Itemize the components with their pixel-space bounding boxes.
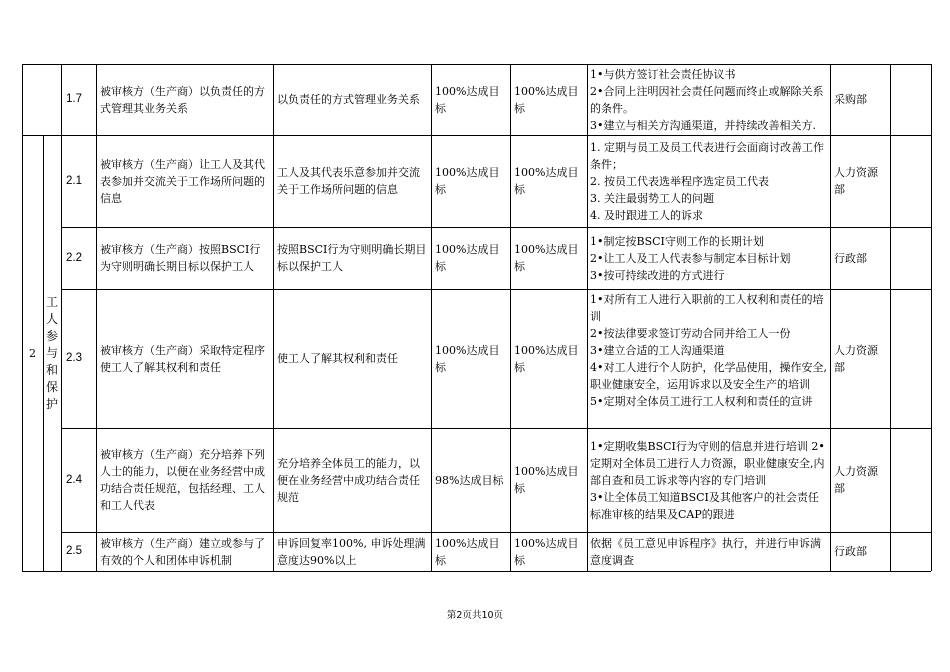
responsible-dept: 人力资源部 (834, 343, 878, 374)
action-item: 1•对所有工人进行入职前的工人权利和责任的培训 (590, 293, 824, 323)
section-title-char: 参 (46, 328, 59, 343)
action-list (587, 532, 830, 571)
section-title-char: 与 (46, 345, 59, 360)
section-title (43, 135, 61, 571)
responsible-dept: 采购部 (834, 93, 867, 106)
target-value: 100%达成目标 (435, 166, 500, 196)
item-number: 2.5 (66, 545, 82, 557)
objective-text: 使工人了解其权利和责任 (277, 352, 398, 365)
action-item: 1•定期收集BSCI行为守则的信息并进行培训 2•定期对全体员工进行人力资源，职业健康安全,内部自查和员工诉求等内容的专门培训 (590, 439, 825, 487)
action-item: 1. 定期与员工及员工代表进行会面商讨改善工作条件； (590, 140, 824, 171)
action-item: 3•按可持续改进的方式进行 (590, 268, 725, 282)
action-list (587, 227, 830, 289)
table-bottom-border (22, 571, 931, 572)
target-value: 100%达成目标 (435, 84, 500, 115)
requirement-text: 被审核方（生产商）让工人及其代表参加并交流关于工作场所问题的信息 (100, 157, 265, 205)
objective-text: 申诉回复率100%, 申诉处理满意度达90%以上 (277, 536, 426, 567)
action-item: 依据《员工意见申诉程序》执行，并进行申诉满意度调查 (590, 536, 821, 567)
objective-text: 按照BSCI行为守则明确长期目标以保护工人 (277, 243, 427, 273)
action-list (587, 289, 830, 428)
achievement-value: 100%达成目标 (514, 243, 579, 273)
target-value: 98%达成目标 (435, 473, 504, 487)
action-item: 2•合同上注明因社会责任问题而终止或解除关系的条件。 (590, 84, 824, 115)
target-value: 100%达成目标 (435, 243, 500, 273)
target-value: 100%达成目标 (435, 536, 500, 567)
item-number: 2.3 (66, 352, 82, 364)
target-value: 100%达成目标 (435, 343, 500, 374)
responsible-dept: 行政部 (834, 251, 867, 265)
item-number: 2.1 (66, 174, 82, 187)
action-item: 3. 关注最弱势工人的问题 (590, 191, 714, 205)
requirement-text: 被审核方（生产商）充分培养下列人士的能力，以便在业务经营中成功结合责任规范，包括经理、工人和工人代表 (100, 448, 265, 512)
achievement-value: 100%达成目标 (514, 343, 579, 374)
grid-vline (890, 64, 891, 571)
action-item: 2•让工人及工人代表参与制定本目标计划 (590, 251, 791, 265)
action-item: 4. 及时跟进工人的诉求 (590, 208, 703, 222)
requirement-text: 被审核方（生产商）以负责任的方式管理其业务关系 (100, 84, 265, 115)
action-item: 3•建立合适的工人沟通渠道 (590, 344, 725, 357)
responsible-dept: 人力资源部 (834, 166, 878, 196)
achievement-value: 100%达成目标 (514, 465, 579, 495)
section-title-char: 和 (46, 362, 59, 377)
responsible-dept: 人力资源部 (834, 465, 878, 495)
action-item: 5•定期对全体员工进行工人权利和责任的宣讲 (590, 395, 813, 408)
item-number: 1.7 (66, 93, 82, 105)
action-list (587, 428, 830, 532)
action-item: 4•对工人进行个人防护，化学品使用，操作安全,职业健康安全，运用诉求以及安全生产的培训 (590, 361, 827, 391)
action-item: 2. 按员工代表选举程序选定员工代表 (590, 174, 769, 188)
responsible-dept: 行政部 (834, 545, 867, 558)
section-title-char: 人 (46, 311, 59, 326)
action-list (587, 64, 830, 135)
action-item: 3•建立与相关方沟通渠道，并持续改善相关方. (590, 118, 816, 132)
action-item: 1•制定按BSCI守则工作的长期计划 (590, 234, 764, 248)
action-item: 3•让全体员工知道BSCI及其他客户的社会责任标准审核的结果及CAP的跟进 (590, 490, 819, 521)
requirement-text: 被审核方（生产商）按照BSCI行为守则明确长期目标以保护工人 (100, 243, 261, 273)
objective-text: 以负责任的方式管理业务关系 (277, 93, 420, 106)
action-item: 1•与供方签订社会责任协议书 (590, 67, 736, 81)
requirement-text: 被审核方（生产商）建立或参与了有效的个人和团体申诉机制 (100, 536, 265, 567)
page-footer: 第2页共10页 (446, 610, 504, 621)
item-number: 2.4 (66, 473, 82, 486)
section-number: 2 (29, 346, 36, 360)
section-title-char: 保 (46, 379, 59, 394)
achievement-value: 100%达成目标 (514, 166, 579, 196)
action-list (587, 135, 830, 227)
achievement-value: 100%达成目标 (514, 536, 579, 567)
item-number: 2.2 (66, 251, 82, 264)
grid-vline (931, 64, 932, 571)
requirement-text: 被审核方（生产商）采取特定程序使工人了解其权利和责任 (100, 343, 265, 374)
achievement-value: 100%达成目标 (514, 84, 579, 115)
objective-text: 充分培养全体员工的能力，以便在业务经营中成功结合责任规范 (277, 456, 420, 504)
objective-text: 工人及其代表乐意参加并交流关于工作场所问题的信息 (277, 166, 420, 196)
action-item: 2•按法律要求签订劳动合同并给工人一份 (590, 327, 791, 340)
section-title-char: 工 (46, 294, 59, 309)
section-title-char: 护 (46, 396, 59, 411)
